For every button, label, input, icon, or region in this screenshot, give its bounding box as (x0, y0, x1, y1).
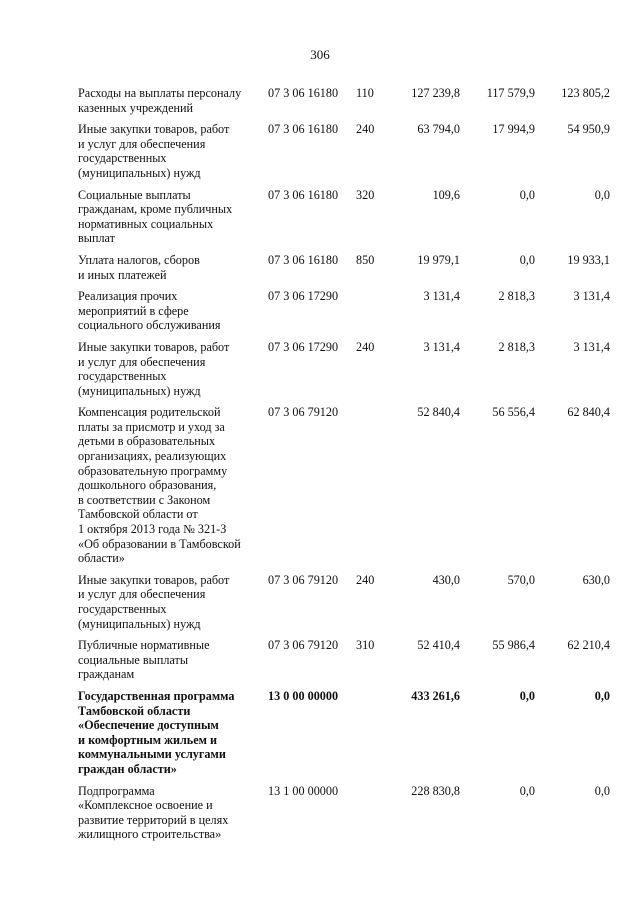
row-value-1 (390, 86, 460, 122)
row-value-1 (390, 638, 460, 689)
row-value-3-text: 19 933,1 (567, 252, 610, 267)
row-name-text: Публичные нормативные социальные выплаты гражданам (78, 638, 210, 682)
row-value-2-text: 56 556,4 (492, 405, 535, 420)
row-value-2 (460, 573, 535, 638)
row-code-text: 07 3 06 17290 (268, 289, 339, 304)
row-code (268, 784, 356, 849)
row-code-text: 07 3 06 17290 (268, 339, 339, 354)
row-value-2 (460, 689, 535, 784)
row-code (268, 638, 356, 689)
table-row (78, 784, 610, 849)
row-code-text: 13 1 00 00000 (268, 783, 339, 798)
row-value-1-text: 63 794,0 (417, 122, 460, 137)
row-value-1-text: 430,0 (432, 572, 460, 587)
row-expense-type-text: 240 (356, 339, 375, 354)
table-row (78, 638, 610, 689)
table-row (78, 289, 610, 340)
row-name (78, 253, 268, 289)
row-value-3-text: 3 131,4 (573, 289, 610, 304)
table-row (78, 86, 610, 122)
row-value-1-text: 52 410,4 (417, 638, 460, 653)
row-code (268, 340, 356, 405)
row-expense-type-text: 310 (356, 638, 375, 653)
row-value-3-text: 0,0 (594, 783, 610, 798)
row-value-3 (535, 86, 610, 122)
table-row (78, 122, 610, 187)
row-value-3-text: 0,0 (594, 187, 610, 202)
row-value-2-text: 2 818,3 (498, 339, 535, 354)
row-expense-type (356, 253, 390, 289)
row-value-2 (460, 784, 535, 849)
table-row (78, 188, 610, 253)
row-code (268, 122, 356, 187)
row-name-text: Иные закупки товаров, работ и услуг для обеспечения государственных (муниципальных) нужд (78, 339, 230, 398)
table-row (78, 405, 610, 573)
row-value-1 (390, 188, 460, 253)
row-expense-type (356, 188, 390, 253)
row-code (268, 188, 356, 253)
row-code-text: 13 0 00 00000 (268, 688, 339, 703)
row-value-1-text: 127 239,8 (411, 86, 460, 100)
row-value-3 (535, 638, 610, 689)
row-name (78, 784, 268, 849)
row-name-text: Подпрограмма «Комплексное освоение и развитие территорий в целях жилищного строительства» (78, 783, 229, 842)
row-name (78, 405, 268, 573)
row-value-2 (460, 122, 535, 187)
row-code (268, 689, 356, 784)
row-value-2-text: 17 994,9 (492, 122, 535, 137)
row-name (78, 188, 268, 253)
row-value-1-text: 3 131,4 (423, 339, 460, 354)
row-name (78, 689, 268, 784)
row-expense-type (356, 405, 390, 573)
row-expense-type (356, 573, 390, 638)
row-code (268, 253, 356, 289)
row-value-1-text: 109,6 (432, 187, 460, 202)
row-name (78, 573, 268, 638)
row-value-3 (535, 253, 610, 289)
row-expense-type (356, 340, 390, 405)
row-value-1 (390, 122, 460, 187)
row-expense-type (356, 122, 390, 187)
row-name-text: Расходы на выплаты персоналу казенных учреждений (78, 86, 242, 115)
row-value-1 (390, 573, 460, 638)
row-value-2-text: 0,0 (519, 783, 535, 798)
row-value-3 (535, 289, 610, 340)
row-name (78, 340, 268, 405)
row-value-1-text: 3 131,4 (423, 289, 460, 304)
row-value-2-text: 2 818,3 (498, 289, 535, 304)
row-value-2 (460, 340, 535, 405)
row-expense-type-text: 110 (356, 86, 374, 100)
row-name (78, 638, 268, 689)
row-expense-type (356, 689, 390, 784)
row-value-1 (390, 289, 460, 340)
row-value-1-text: 52 840,4 (417, 405, 460, 420)
row-code-text: 07 3 06 16180 (268, 187, 339, 202)
row-expense-type-text: 850 (356, 252, 375, 267)
budget-table (78, 86, 610, 849)
row-value-2-text: 0,0 (519, 252, 535, 267)
row-value-2-text: 0,0 (519, 187, 535, 202)
row-value-1 (390, 784, 460, 849)
row-value-2 (460, 638, 535, 689)
row-value-3 (535, 573, 610, 638)
row-value-2-text: 570,0 (507, 572, 535, 587)
row-value-1 (390, 405, 460, 573)
table-row (78, 253, 610, 289)
row-value-3 (535, 689, 610, 784)
row-expense-type (356, 86, 390, 122)
row-value-2 (460, 253, 535, 289)
row-value-2-text: 0,0 (519, 688, 535, 703)
row-code-text: 07 3 06 16180 (268, 86, 339, 100)
row-value-2-text: 55 986,4 (492, 638, 535, 653)
row-name-text: Социальные выплаты гражданам, кроме публичных нормативных социальных выплат (78, 187, 233, 246)
row-code (268, 405, 356, 573)
row-value-3 (535, 340, 610, 405)
row-value-3 (535, 405, 610, 573)
row-value-2 (460, 188, 535, 253)
row-value-3-text: 62 210,4 (567, 638, 610, 653)
row-code (268, 86, 356, 122)
row-value-3-text: 54 950,9 (567, 122, 610, 137)
row-expense-type (356, 784, 390, 849)
page-number: 306 (310, 47, 330, 62)
row-value-1 (390, 253, 460, 289)
table-row (78, 689, 610, 784)
row-name-text: Реализация прочих мероприятий в сфере социального обслуживания (78, 289, 221, 333)
row-code (268, 573, 356, 638)
row-value-2 (460, 86, 535, 122)
row-code-text: 07 3 06 79120 (268, 572, 339, 587)
row-value-2 (460, 405, 535, 573)
row-value-2-text: 117 579,9 (486, 86, 535, 100)
row-value-1-text: 433 261,6 (411, 688, 460, 703)
row-expense-type (356, 638, 390, 689)
row-name-text: Уплата налогов, сборов и иных платежей (78, 252, 200, 282)
row-value-3 (535, 188, 610, 253)
row-value-1-text: 19 979,1 (417, 252, 460, 267)
row-expense-type (356, 289, 390, 340)
row-name (78, 289, 268, 340)
row-expense-type-text: 240 (356, 572, 375, 587)
budget-table-body (78, 86, 610, 849)
row-value-1-text: 228 830,8 (411, 783, 460, 798)
row-code-text: 07 3 06 79120 (268, 638, 339, 653)
row-value-3-text: 62 840,4 (567, 405, 610, 420)
row-value-1 (390, 340, 460, 405)
row-code-text: 07 3 06 16180 (268, 252, 339, 267)
row-value-2 (460, 289, 535, 340)
row-value-3 (535, 122, 610, 187)
table-row (78, 340, 610, 405)
row-code-text: 07 3 06 16180 (268, 122, 339, 137)
row-code (268, 289, 356, 340)
row-value-3-text: 630,0 (582, 572, 610, 587)
row-expense-type-text: 240 (356, 122, 375, 137)
row-name-text: Компенсация родительской платы за присмотр и уход за детьми в образовательных организациях, реализующих образовательную программу дошкольного образования, в соответствии с Законом Тамбовской области от 1 октября 2013 года № 321-З «Об образовании в Тамбовской области» (78, 405, 241, 566)
row-value-3-text: 0,0 (594, 688, 610, 703)
row-code-text: 07 3 06 79120 (268, 405, 339, 420)
row-name-text: Государственная программа Тамбовской области «Обеспечение доступным и комфортным жильем и коммунальными услугами граждан области» (78, 688, 235, 776)
row-name-text: Иные закупки товаров, работ и услуг для обеспечения государственных (муниципальных) нужд (78, 572, 230, 631)
row-value-1 (390, 689, 460, 784)
row-value-3-text: 123 805,2 (561, 86, 610, 100)
row-name (78, 86, 268, 122)
row-name-text: Иные закупки товаров, работ и услуг для обеспечения государственных (муниципальных) нужд (78, 122, 230, 180)
row-name (78, 122, 268, 187)
row-expense-type-text: 320 (356, 187, 375, 202)
row-value-3-text: 3 131,4 (573, 339, 610, 354)
row-value-3 (535, 784, 610, 849)
table-row (78, 573, 610, 638)
